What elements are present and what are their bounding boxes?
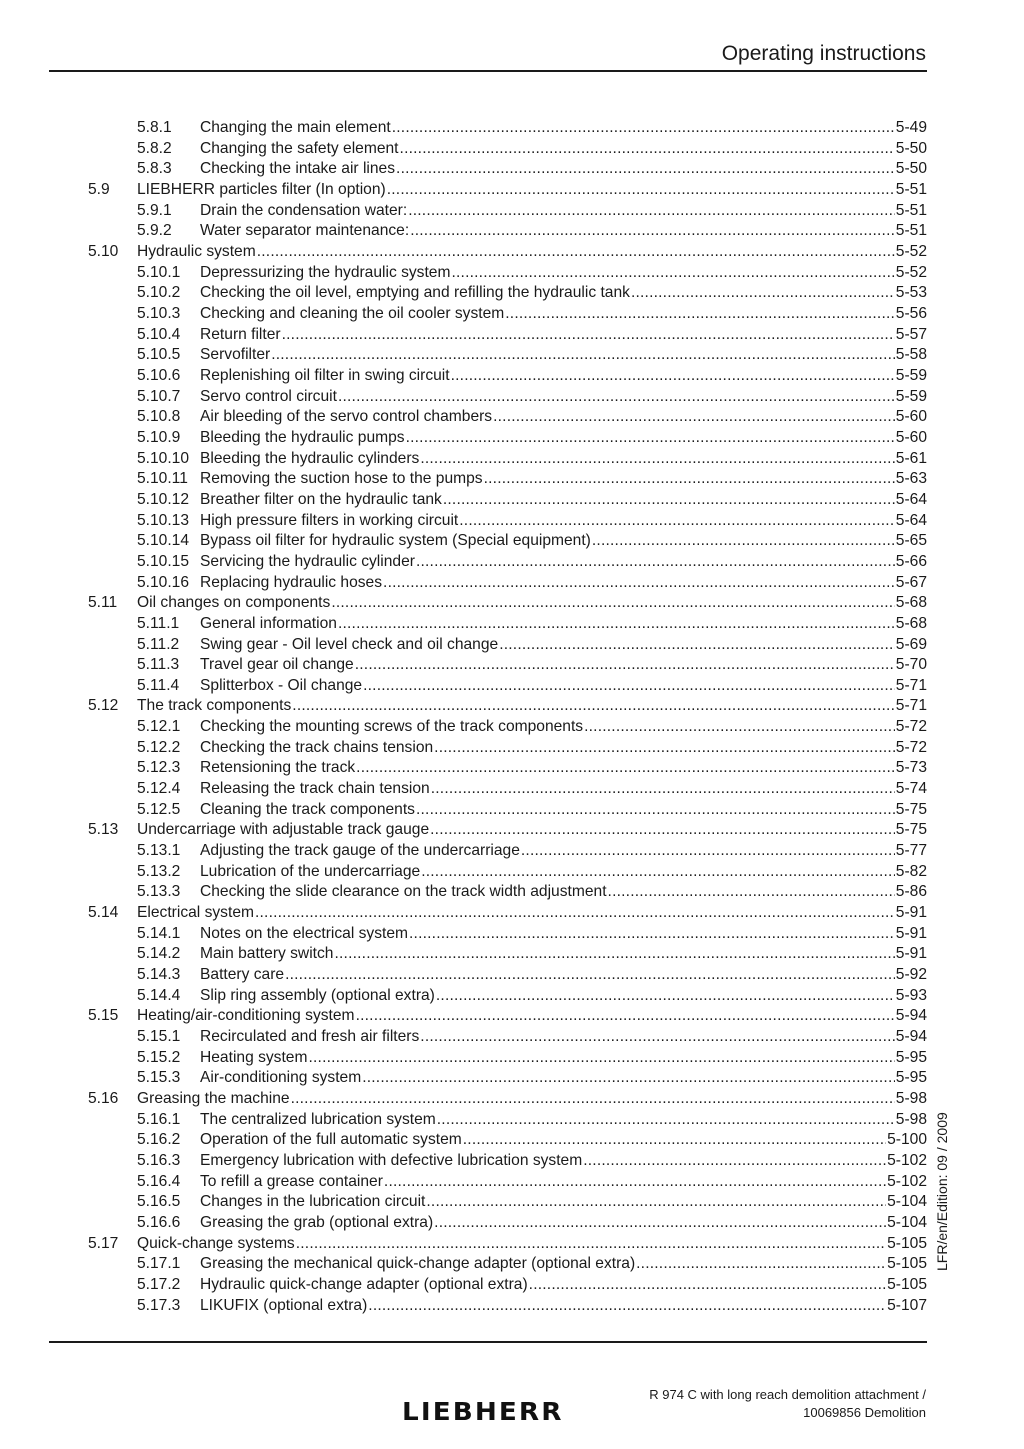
- toc-row[interactable]: [0, 717, 1024, 738]
- toc-page-number: 5-72: [895, 718, 927, 736]
- toc-dot-leader: [592, 531, 895, 552]
- toc-entry-title: LIKUFIX (optional extra): [200, 1296, 368, 1314]
- toc-page-number: 5-71: [895, 676, 927, 694]
- toc-entry-title: Retensioning the track: [200, 759, 356, 777]
- toc-dot-leader: [282, 325, 895, 346]
- toc-row[interactable]: [0, 1130, 1024, 1151]
- toc-row[interactable]: [0, 820, 1024, 841]
- toc-dot-leader: [505, 304, 895, 325]
- toc-dot-leader: [406, 428, 895, 449]
- toc-dot-leader: [420, 1027, 895, 1048]
- toc-dot-leader: [484, 469, 895, 490]
- toc-dot-leader: [392, 118, 895, 139]
- toc-row[interactable]: [0, 407, 1024, 428]
- toc-row[interactable]: [0, 1027, 1024, 1048]
- toc-row[interactable]: [0, 221, 1024, 242]
- toc-dot-leader: [499, 635, 895, 656]
- toc-entry-title: Checking the oil level, emptying and refilling the hydraulic tank: [200, 284, 630, 302]
- toc-section-number: 5.10.15: [137, 552, 190, 570]
- toc-entry-title: Checking the slide clearance on the track width adjustment: [200, 883, 607, 901]
- toc-page-number: 5-86: [895, 883, 927, 901]
- toc-entry-title: Greasing the mechanical quick-change adapter (optional extra): [200, 1255, 636, 1273]
- toc-dot-leader: [271, 345, 895, 366]
- toc-dot-leader: [636, 1254, 886, 1275]
- toc-page-number: 5-65: [895, 532, 927, 550]
- toc-dot-leader: [430, 820, 895, 841]
- toc-section-number: 5.10.2: [137, 284, 181, 302]
- toc-entry-title: Splitterbox - Oil change: [200, 676, 363, 694]
- toc-dot-leader: [408, 201, 895, 222]
- toc-entry-title: Hydraulic quick-change adapter (optional extra): [200, 1275, 528, 1293]
- toc-entry-title: Changes in the lubrication circuit: [200, 1193, 426, 1211]
- toc-section-number: 5.14: [88, 904, 119, 922]
- toc-section-number: 5.10: [88, 242, 119, 260]
- toc-entry-title: Electrical system: [137, 904, 254, 922]
- toc-row[interactable]: [0, 1089, 1024, 1110]
- toc-section-number: 5.16.3: [137, 1152, 181, 1169]
- toc-section-number: 5.11: [88, 594, 118, 612]
- toc-section-number: 5.16.4: [137, 1172, 181, 1190]
- toc-page-number: 5-49: [895, 119, 927, 136]
- toc-section-number: 5.14.3: [137, 966, 181, 984]
- toc-entry-title: Operation of the full automatic system: [200, 1131, 462, 1149]
- toc-dot-leader: [400, 139, 895, 160]
- toc-row[interactable]: [0, 304, 1024, 325]
- toc-section-number: 5.13: [88, 821, 119, 839]
- toc-page-number: 5-91: [895, 945, 927, 963]
- toc-page-number: 5-75: [895, 821, 927, 839]
- liebherr-logo: LIEBHERR: [402, 1397, 564, 1426]
- toc-row[interactable]: [0, 593, 1024, 614]
- toc-entry-title: Checking the track chains tension: [200, 738, 434, 756]
- toc-row[interactable]: [0, 614, 1024, 635]
- toc-dot-leader: [409, 924, 895, 945]
- toc-page-number: 5-100: [887, 1131, 927, 1149]
- toc-page-number: 5-95: [895, 1048, 927, 1066]
- toc-row[interactable]: [0, 800, 1024, 821]
- toc-row[interactable]: [0, 139, 1024, 160]
- toc-section-number: 5.16.1: [137, 1110, 181, 1128]
- toc-page-number: 5-60: [895, 428, 927, 446]
- toc-entry-title: Recirculated and fresh air filters: [200, 1028, 420, 1046]
- toc-entry-title: To refill a grease container: [200, 1172, 383, 1190]
- toc-entry-title: Air bleeding of the servo control chambers: [200, 408, 493, 426]
- toc-row[interactable]: [0, 655, 1024, 676]
- toc-row[interactable]: [0, 1151, 1024, 1172]
- toc-entry-title: Replenishing oil filter in swing circuit: [200, 366, 450, 384]
- toc-page-number: 5-61: [895, 449, 927, 467]
- toc-row[interactable]: [0, 511, 1024, 532]
- toc-section-number: 5.13.2: [137, 862, 181, 880]
- toc-page-number: 5-56: [895, 304, 927, 322]
- toc-row[interactable]: [0, 531, 1024, 552]
- toc-section-number: 5.10.5: [137, 346, 181, 364]
- toc-page-number: 5-94: [895, 1028, 927, 1046]
- toc-section-number: 5.16.6: [137, 1213, 181, 1231]
- toc-dot-leader: [331, 593, 894, 614]
- toc-entry-title: Emergency lubrication with defective lubrication system: [200, 1152, 583, 1169]
- toc-entry-title: Checking the intake air lines: [200, 160, 396, 178]
- toc-section-number: 5.12.1: [137, 718, 181, 736]
- toc-row[interactable]: [0, 779, 1024, 800]
- toc-row[interactable]: [0, 841, 1024, 862]
- toc-entry-title: Bleeding the hydraulic cylinders: [200, 449, 420, 467]
- toc-dot-leader: [396, 159, 895, 180]
- toc-dot-leader: [362, 1068, 895, 1089]
- toc-section-number: 5.16.5: [137, 1193, 181, 1211]
- toc-entry-title: Bypass oil filter for hydraulic system (Special equipment): [200, 532, 591, 550]
- toc-section-number: 5.10.10: [137, 449, 190, 467]
- toc-row[interactable]: [0, 180, 1024, 201]
- toc-page-number: 5-59: [895, 366, 927, 384]
- toc-entry-title: Notes on the electrical system: [200, 924, 409, 942]
- toc-page-number: 5-102: [887, 1172, 927, 1190]
- toc-section-number: 5.10.6: [137, 366, 181, 384]
- toc-dot-leader: [443, 490, 895, 511]
- toc-section-number: 5.10.16: [137, 573, 190, 591]
- toc-page-number: 5-91: [895, 924, 927, 942]
- toc-row[interactable]: [0, 862, 1024, 883]
- toc-dot-leader: [416, 552, 895, 573]
- toc-page-number: 5-70: [895, 656, 927, 674]
- toc-section-number: 5.12: [88, 697, 119, 715]
- toc-section-number: 5.15.1: [137, 1028, 181, 1046]
- toc-page-number: 5-91: [895, 904, 927, 922]
- toc-entry-title: Drain the condensation water:: [200, 201, 408, 219]
- toc-entry-title: Changing the main element: [200, 119, 391, 136]
- toc-page-number: 5-77: [895, 842, 927, 860]
- toc-section-number: 5.9: [88, 180, 110, 198]
- toc-page-number: 5-102: [887, 1152, 927, 1169]
- toc-page-number: 5-105: [887, 1255, 927, 1273]
- toc-row[interactable]: [0, 366, 1024, 387]
- toc-entry-title: Breather filter on the hydraulic tank: [200, 490, 442, 508]
- toc-page-number: 5-105: [887, 1234, 927, 1252]
- toc-row[interactable]: [0, 490, 1024, 511]
- toc-row[interactable]: [0, 159, 1024, 180]
- toc-section-number: 5.9.2: [137, 222, 172, 240]
- toc-section-number: 5.16: [88, 1090, 119, 1108]
- toc-dot-leader: [334, 944, 894, 965]
- toc-section-number: 5.8.3: [137, 160, 172, 178]
- toc-row[interactable]: [0, 1172, 1024, 1193]
- toc-row[interactable]: [0, 1213, 1024, 1234]
- toc-page-number: 5-63: [895, 470, 927, 488]
- toc-page-number: 5-50: [895, 160, 927, 178]
- toc-dot-leader: [356, 758, 895, 779]
- toc-dot-leader: [584, 717, 895, 738]
- toc-section-number: 5.11.1: [137, 614, 180, 632]
- toc-page-number: 5-105: [887, 1275, 927, 1293]
- toc-dot-leader: [451, 366, 895, 387]
- toc-dot-leader: [308, 1048, 894, 1069]
- toc-row[interactable]: [0, 201, 1024, 222]
- toc-row[interactable]: [0, 676, 1024, 697]
- edition-side-label: LFR/en/Edition: 09 / 2009: [934, 1112, 950, 1271]
- toc-page-number: 5-104: [887, 1213, 927, 1231]
- toc-entry-title: Checking the mounting screws of the track components: [200, 718, 584, 736]
- toc-row[interactable]: [0, 758, 1024, 779]
- toc-page-number: 5-98: [895, 1090, 927, 1108]
- toc-row[interactable]: [0, 1006, 1024, 1027]
- toc-page-number: 5-52: [895, 242, 927, 260]
- toc-dot-leader: [410, 221, 895, 242]
- toc-section-number: 5.9.1: [137, 201, 172, 219]
- toc-page-number: 5-51: [895, 222, 927, 240]
- footer-document-info: [649, 1386, 926, 1422]
- toc-section-number: 5.17: [88, 1234, 119, 1252]
- toc-page-number: 5-93: [895, 986, 927, 1004]
- toc-dot-leader: [285, 965, 895, 986]
- toc-section-number: 5.11.2: [137, 635, 180, 653]
- header-divider: [49, 70, 927, 72]
- toc-entry-title: Cleaning the track components: [200, 800, 415, 818]
- toc-page-number: 5-92: [895, 966, 927, 984]
- toc-dot-leader: [292, 696, 895, 717]
- toc-page-number: 5-52: [895, 263, 927, 281]
- toc-entry-title: Checking and cleaning the oil cooler system: [200, 304, 505, 322]
- toc-page-number: 5-64: [895, 511, 927, 529]
- toc-section-number: 5.13.3: [137, 883, 181, 901]
- toc-row[interactable]: [0, 283, 1024, 304]
- toc-section-number: 5.12.3: [137, 759, 181, 777]
- toc-row[interactable]: [0, 1234, 1024, 1255]
- toc-entry-title: Lubrication of the undercarriage: [200, 862, 421, 880]
- toc-dot-leader: [257, 242, 895, 263]
- toc-dot-leader: [426, 1192, 886, 1213]
- toc-dot-leader: [521, 841, 895, 862]
- toc-dot-leader: [416, 800, 895, 821]
- toc-entry-title: Heating system: [200, 1048, 308, 1066]
- toc-dot-leader: [463, 1130, 886, 1151]
- toc-section-number: 5.10.14: [137, 532, 190, 550]
- toc-section-number: 5.17.1: [137, 1255, 181, 1273]
- toc-page-number: 5-60: [895, 408, 927, 426]
- toc-section-number: 5.10.11: [137, 470, 188, 488]
- toc-entry-title: The track components: [137, 697, 292, 715]
- toc-entry-title: Releasing the track chain tension: [200, 780, 430, 798]
- toc-entry-title: The centralized lubrication system: [200, 1110, 436, 1128]
- toc-entry-title: Adjusting the track gauge of the undercarriage: [200, 842, 520, 860]
- toc-row[interactable]: [0, 944, 1024, 965]
- toc-dot-leader: [451, 263, 894, 284]
- toc-entry-title: Replacing hydraulic hoses: [200, 573, 383, 591]
- toc-entry-title: Servo control circuit: [200, 387, 337, 405]
- toc-row[interactable]: [0, 986, 1024, 1007]
- toc-section-number: 5.10.3: [137, 304, 181, 322]
- toc-page-number: 5-68: [895, 614, 927, 632]
- toc-dot-leader: [383, 573, 895, 594]
- toc-section-number: 5.10.12: [137, 490, 190, 508]
- toc-dot-leader: [436, 986, 895, 1007]
- toc-section-number: 5.12.5: [137, 800, 181, 818]
- toc-page-number: 5-66: [895, 552, 927, 570]
- toc-row[interactable]: [0, 965, 1024, 986]
- page-header-title: Operating instructions: [721, 42, 926, 65]
- toc-dot-leader: [255, 903, 895, 924]
- toc-dot-leader: [421, 862, 895, 883]
- toc-section-number: 5.10.4: [137, 325, 181, 343]
- toc-row[interactable]: [0, 1048, 1024, 1069]
- toc-dot-leader: [631, 283, 895, 304]
- toc-page-number: 5-51: [895, 201, 927, 219]
- toc-row[interactable]: [0, 696, 1024, 717]
- toc-page-number: 5-57: [895, 325, 927, 343]
- footer-line-2: 10069856 Demolition: [803, 1405, 926, 1420]
- toc-dot-leader: [368, 1296, 886, 1317]
- toc-page-number: 5-58: [895, 346, 927, 364]
- toc-section-number: 5.15.3: [137, 1069, 181, 1087]
- toc-dot-leader: [529, 1275, 886, 1296]
- toc-dot-leader: [387, 180, 895, 201]
- toc-page-number: 5-71: [895, 697, 927, 715]
- toc-section-number: 5.14.2: [137, 945, 181, 963]
- toc-section-number: 5.17.3: [137, 1296, 181, 1314]
- toc-row[interactable]: [0, 573, 1024, 594]
- toc-page-number: 5-104: [887, 1193, 927, 1211]
- toc-row[interactable]: [0, 469, 1024, 490]
- toc-row[interactable]: [0, 345, 1024, 366]
- toc-entry-title: Quick-change systems: [137, 1234, 295, 1252]
- toc-entry-title: Removing the suction hose to the pumps: [200, 470, 483, 488]
- toc-section-number: 5.10.7: [137, 387, 181, 405]
- toc-entry-title: Servicing the hydraulic cylinder: [200, 552, 415, 570]
- toc-section-number: 5.8.1: [137, 119, 172, 136]
- toc-dot-leader: [459, 511, 895, 532]
- toc-row[interactable]: [0, 903, 1024, 924]
- toc-entry-title: Travel gear oil change: [200, 656, 354, 674]
- toc-entry-title: General information: [200, 614, 337, 632]
- toc-row[interactable]: [0, 552, 1024, 573]
- toc-row[interactable]: [0, 325, 1024, 346]
- toc-page-number: 5-64: [895, 490, 927, 508]
- toc-entry-title: Heating/air-conditioning system: [137, 1007, 355, 1025]
- toc-section-number: 5.8.2: [137, 139, 172, 157]
- toc-section-number: 5.10.1: [137, 263, 181, 281]
- toc-section-number: 5.13.1: [137, 842, 181, 860]
- toc-dot-leader: [296, 1234, 886, 1255]
- toc-row[interactable]: [0, 242, 1024, 263]
- toc-page-number: 5-73: [895, 759, 927, 777]
- toc-row[interactable]: [0, 118, 1024, 139]
- toc-row[interactable]: [0, 263, 1024, 284]
- toc-dot-leader: [431, 779, 895, 800]
- toc-page-number: 5-50: [895, 139, 927, 157]
- toc-entry-title: Return filter: [200, 325, 281, 343]
- toc-section-number: 5.11.3: [137, 656, 180, 674]
- toc-page-number: 5-74: [895, 780, 927, 798]
- toc-page-number: 5-67: [895, 573, 927, 591]
- toc-section-number: 5.10.13: [137, 511, 190, 529]
- toc-row[interactable]: [0, 1192, 1024, 1213]
- toc-page-number: 5-72: [895, 738, 927, 756]
- toc-entry-title: Changing the safety element: [200, 139, 399, 157]
- toc-section-number: 5.12.2: [137, 738, 181, 756]
- toc-row[interactable]: [0, 635, 1024, 656]
- toc-dot-leader: [291, 1089, 895, 1110]
- toc-dot-leader: [583, 1151, 886, 1172]
- toc-section-number: 5.14.4: [137, 986, 181, 1004]
- toc-entry-title: Undercarriage with adjustable track gauge: [137, 821, 430, 839]
- toc-page-number: 5-75: [895, 800, 927, 818]
- toc-page-number: 5-68: [895, 594, 927, 612]
- toc-dot-leader: [338, 387, 895, 408]
- toc-section-number: 5.17.2: [137, 1275, 181, 1293]
- toc-dot-leader: [384, 1172, 886, 1193]
- footer-divider: [49, 1341, 927, 1343]
- toc-entry-title: Greasing the grab (optional extra): [200, 1213, 434, 1231]
- toc-page-number: 5-53: [895, 284, 927, 302]
- toc-entry-title: Swing gear - Oil level check and oil change: [200, 635, 499, 653]
- toc-section-number: 5.12.4: [137, 780, 181, 798]
- toc-row[interactable]: [0, 1068, 1024, 1089]
- toc-dot-leader: [356, 1006, 895, 1027]
- toc-dot-leader: [355, 655, 895, 676]
- toc-entry-title: Air-conditioning system: [200, 1069, 362, 1087]
- toc-entry-title: LIEBHERR particles filter (In option): [137, 180, 386, 198]
- toc-page-number: 5-94: [895, 1007, 927, 1025]
- toc-row[interactable]: [0, 1110, 1024, 1131]
- footer-line-1: R 974 C with long reach demolition attachment /: [649, 1387, 926, 1402]
- toc-page-number: 5-95: [895, 1069, 927, 1087]
- toc-row[interactable]: [0, 387, 1024, 408]
- toc-entry-title: Greasing the machine: [137, 1090, 290, 1108]
- toc-section-number: 5.11.4: [137, 676, 180, 694]
- toc-entry-title: Main battery switch: [200, 945, 334, 963]
- toc-row[interactable]: [0, 428, 1024, 449]
- toc-section-number: 5.10.9: [137, 428, 181, 446]
- toc-page-number: 5-98: [895, 1110, 927, 1128]
- toc-dot-leader: [363, 676, 895, 697]
- toc-row[interactable]: [0, 924, 1024, 945]
- toc-section-number: 5.15: [88, 1007, 119, 1025]
- toc-entry-title: Depressurizing the hydraulic system: [200, 263, 451, 281]
- toc-entry-title: Battery care: [200, 966, 285, 984]
- toc-page-number: 5-82: [895, 862, 927, 880]
- toc-entry-title: Hydraulic system: [137, 242, 256, 260]
- toc-entry-title: Water separator maintenance:: [200, 222, 410, 240]
- toc-dot-leader: [338, 614, 895, 635]
- toc-page-number: 5-59: [895, 387, 927, 405]
- toc-dot-leader: [434, 1213, 886, 1234]
- toc-row[interactable]: [0, 738, 1024, 759]
- toc-entry-title: Slip ring assembly (optional extra): [200, 986, 435, 1004]
- toc-section-number: 5.15.2: [137, 1048, 181, 1066]
- toc-dot-leader: [420, 449, 894, 470]
- toc-row[interactable]: [0, 1296, 1024, 1317]
- toc-page-number: 5-51: [895, 180, 927, 198]
- toc-row[interactable]: [0, 449, 1024, 470]
- toc-section-number: 5.16.2: [137, 1131, 181, 1149]
- toc-section-number: 5.10.8: [137, 408, 181, 426]
- toc-section-number: 5.14.1: [137, 924, 181, 942]
- toc-dot-leader: [437, 1110, 895, 1131]
- toc-page-number: 5-69: [895, 635, 927, 653]
- toc-entry-title: Servofilter: [200, 346, 271, 364]
- toc-dot-leader: [608, 882, 895, 903]
- toc-row[interactable]: [0, 1254, 1024, 1275]
- toc-entry-title: Oil changes on components: [137, 594, 331, 612]
- toc-row[interactable]: [0, 882, 1024, 903]
- toc-entry-title: Bleeding the hydraulic pumps: [200, 428, 405, 446]
- toc-page-number: 5-107: [887, 1296, 927, 1314]
- toc-entry-title: High pressure filters in working circuit: [200, 511, 459, 529]
- toc-row[interactable]: [0, 1275, 1024, 1296]
- toc-dot-leader: [493, 407, 895, 428]
- toc-dot-leader: [434, 738, 895, 759]
